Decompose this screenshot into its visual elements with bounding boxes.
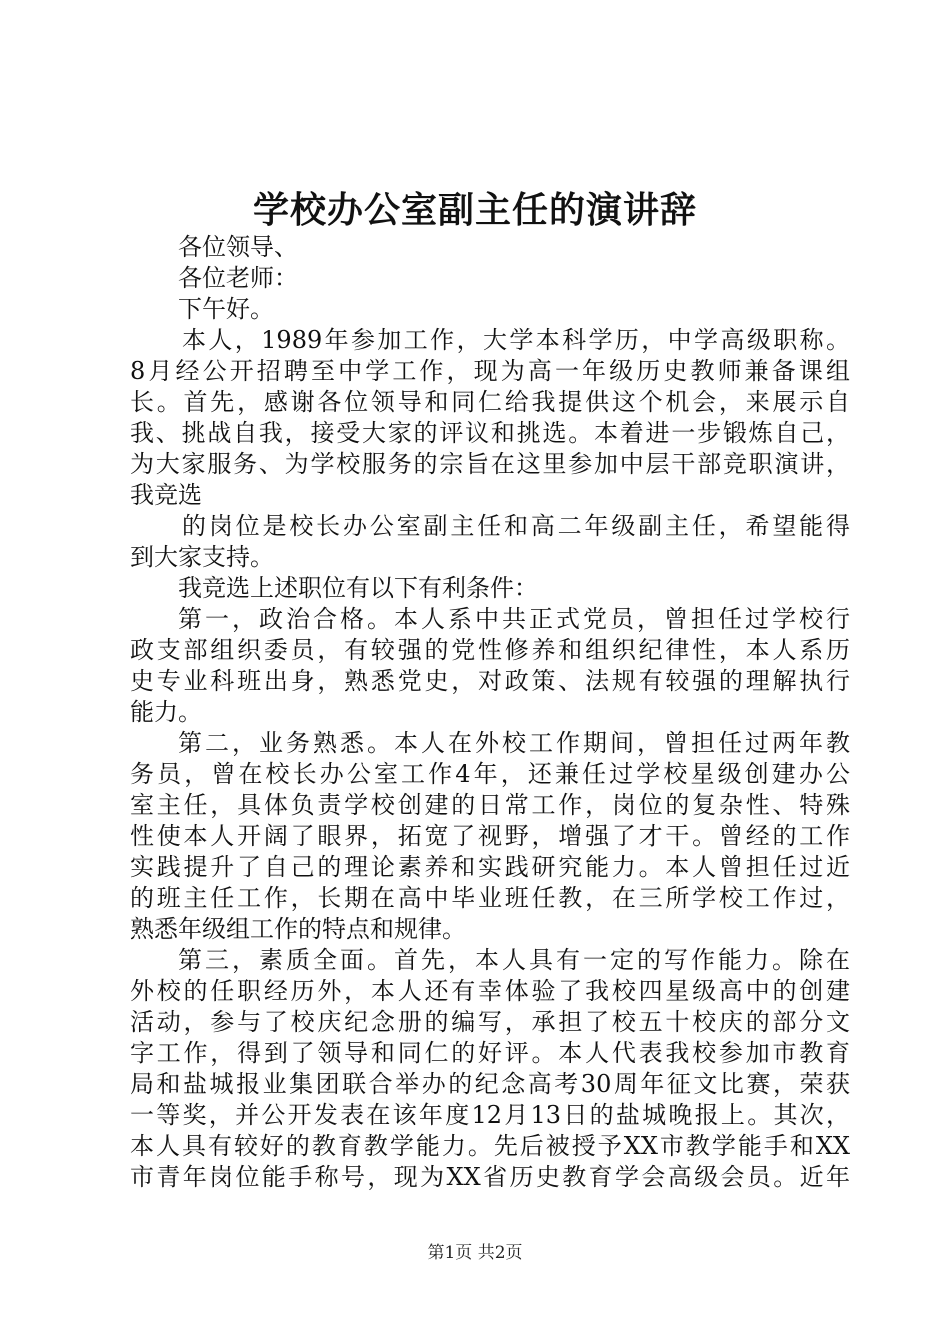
text-line: 性使本人开阔了眼界，拓宽了视野，增强了才干。曾经的工作: [130, 822, 850, 850]
text-line: 务员，曾在校长办公室工作4年，还兼任过学校星级创建办公: [130, 760, 850, 788]
text-line: 我、挑战自我，接受大家的评议和挑选。本着进一步锻炼自己，: [130, 419, 850, 447]
text-line: 实践提升了自己的理论素养和实践研究能力。本人曾担任过近: [130, 853, 850, 881]
text-line: 字工作，得到了领导和同仁的好评。本人代表我校参加市教育: [130, 1039, 850, 1067]
page-number: 第1页 共2页: [427, 1243, 523, 1263]
text-line: 政支部组织委员，有较强的党性修养和组织纪律性，本人系历: [130, 636, 850, 664]
text-line: 室主任，具体负责学校创建的日常工作，岗位的复杂性、特殊: [130, 791, 850, 819]
text-line: 熟悉年级组工作的特点和规律。: [130, 915, 466, 943]
text-line: 本人具有较好的教育教学能力。先后被授予XX市教学能手和XX: [130, 1132, 850, 1160]
document-title: 学校办公室副主任的演讲辞: [252, 189, 697, 231]
text-line: 的班主任工作，长期在高中毕业班任教，在三所学校工作过，: [130, 884, 850, 912]
text-line: 到大家支持。: [130, 543, 274, 571]
text-line: 我竞选: [130, 481, 202, 509]
text-line: 下午好。: [178, 295, 274, 323]
text-line: 活动，参与了校庆纪念册的编写，承担了校五十校庆的部分文: [130, 1008, 850, 1036]
text-line: 局和盐城报业集团联合举办的纪念高考30周年征文比赛，荣获: [130, 1070, 850, 1098]
text-line: 第二，业务熟悉。本人在外校工作期间，曾担任过两年教: [178, 729, 850, 757]
text-line: 外校的任职经历外，本人还有幸体验了我校四星级高中的创建: [130, 977, 850, 1005]
text-line: 一等奖，并公开发表在该年度12月13日的盐城晚报上。其次，: [130, 1101, 850, 1129]
text-line: 能力。: [130, 698, 202, 726]
text-line: 的岗位是校长办公室副主任和高二年级副主任，希望能得: [182, 512, 850, 540]
text-line: 本人，1989年参加工作，大学本科学历，中学高级职称。: [182, 326, 850, 354]
text-line: 长。首先，感谢各位领导和同仁给我提供这个机会，来展示自: [130, 388, 850, 416]
text-line: 各位老师：: [178, 264, 298, 292]
text-line: 8月经公开招聘至中学工作，现为高一年级历史教师兼备课组: [130, 357, 850, 385]
text-line: 市青年岗位能手称号，现为XX省历史教育学会高级会员。近年: [130, 1163, 850, 1191]
text-line: 史专业科班出身，熟悉党史，对政策、法规有较强的理解执行: [130, 667, 850, 695]
text-line: 各位领导、: [178, 233, 298, 261]
text-line: 第一，政治合格。本人系中共正式党员，曾担任过学校行: [178, 605, 850, 633]
text-line: 我竞选上述职位有以下有利条件：: [178, 574, 538, 602]
text-line: 第三，素质全面。首先，本人具有一定的写作能力。除在: [178, 946, 850, 974]
document-body: [130, 232, 850, 1193]
text-line: 为大家服务、为学校服务的宗旨在这里参加中层干部竞职演讲，: [130, 450, 850, 478]
